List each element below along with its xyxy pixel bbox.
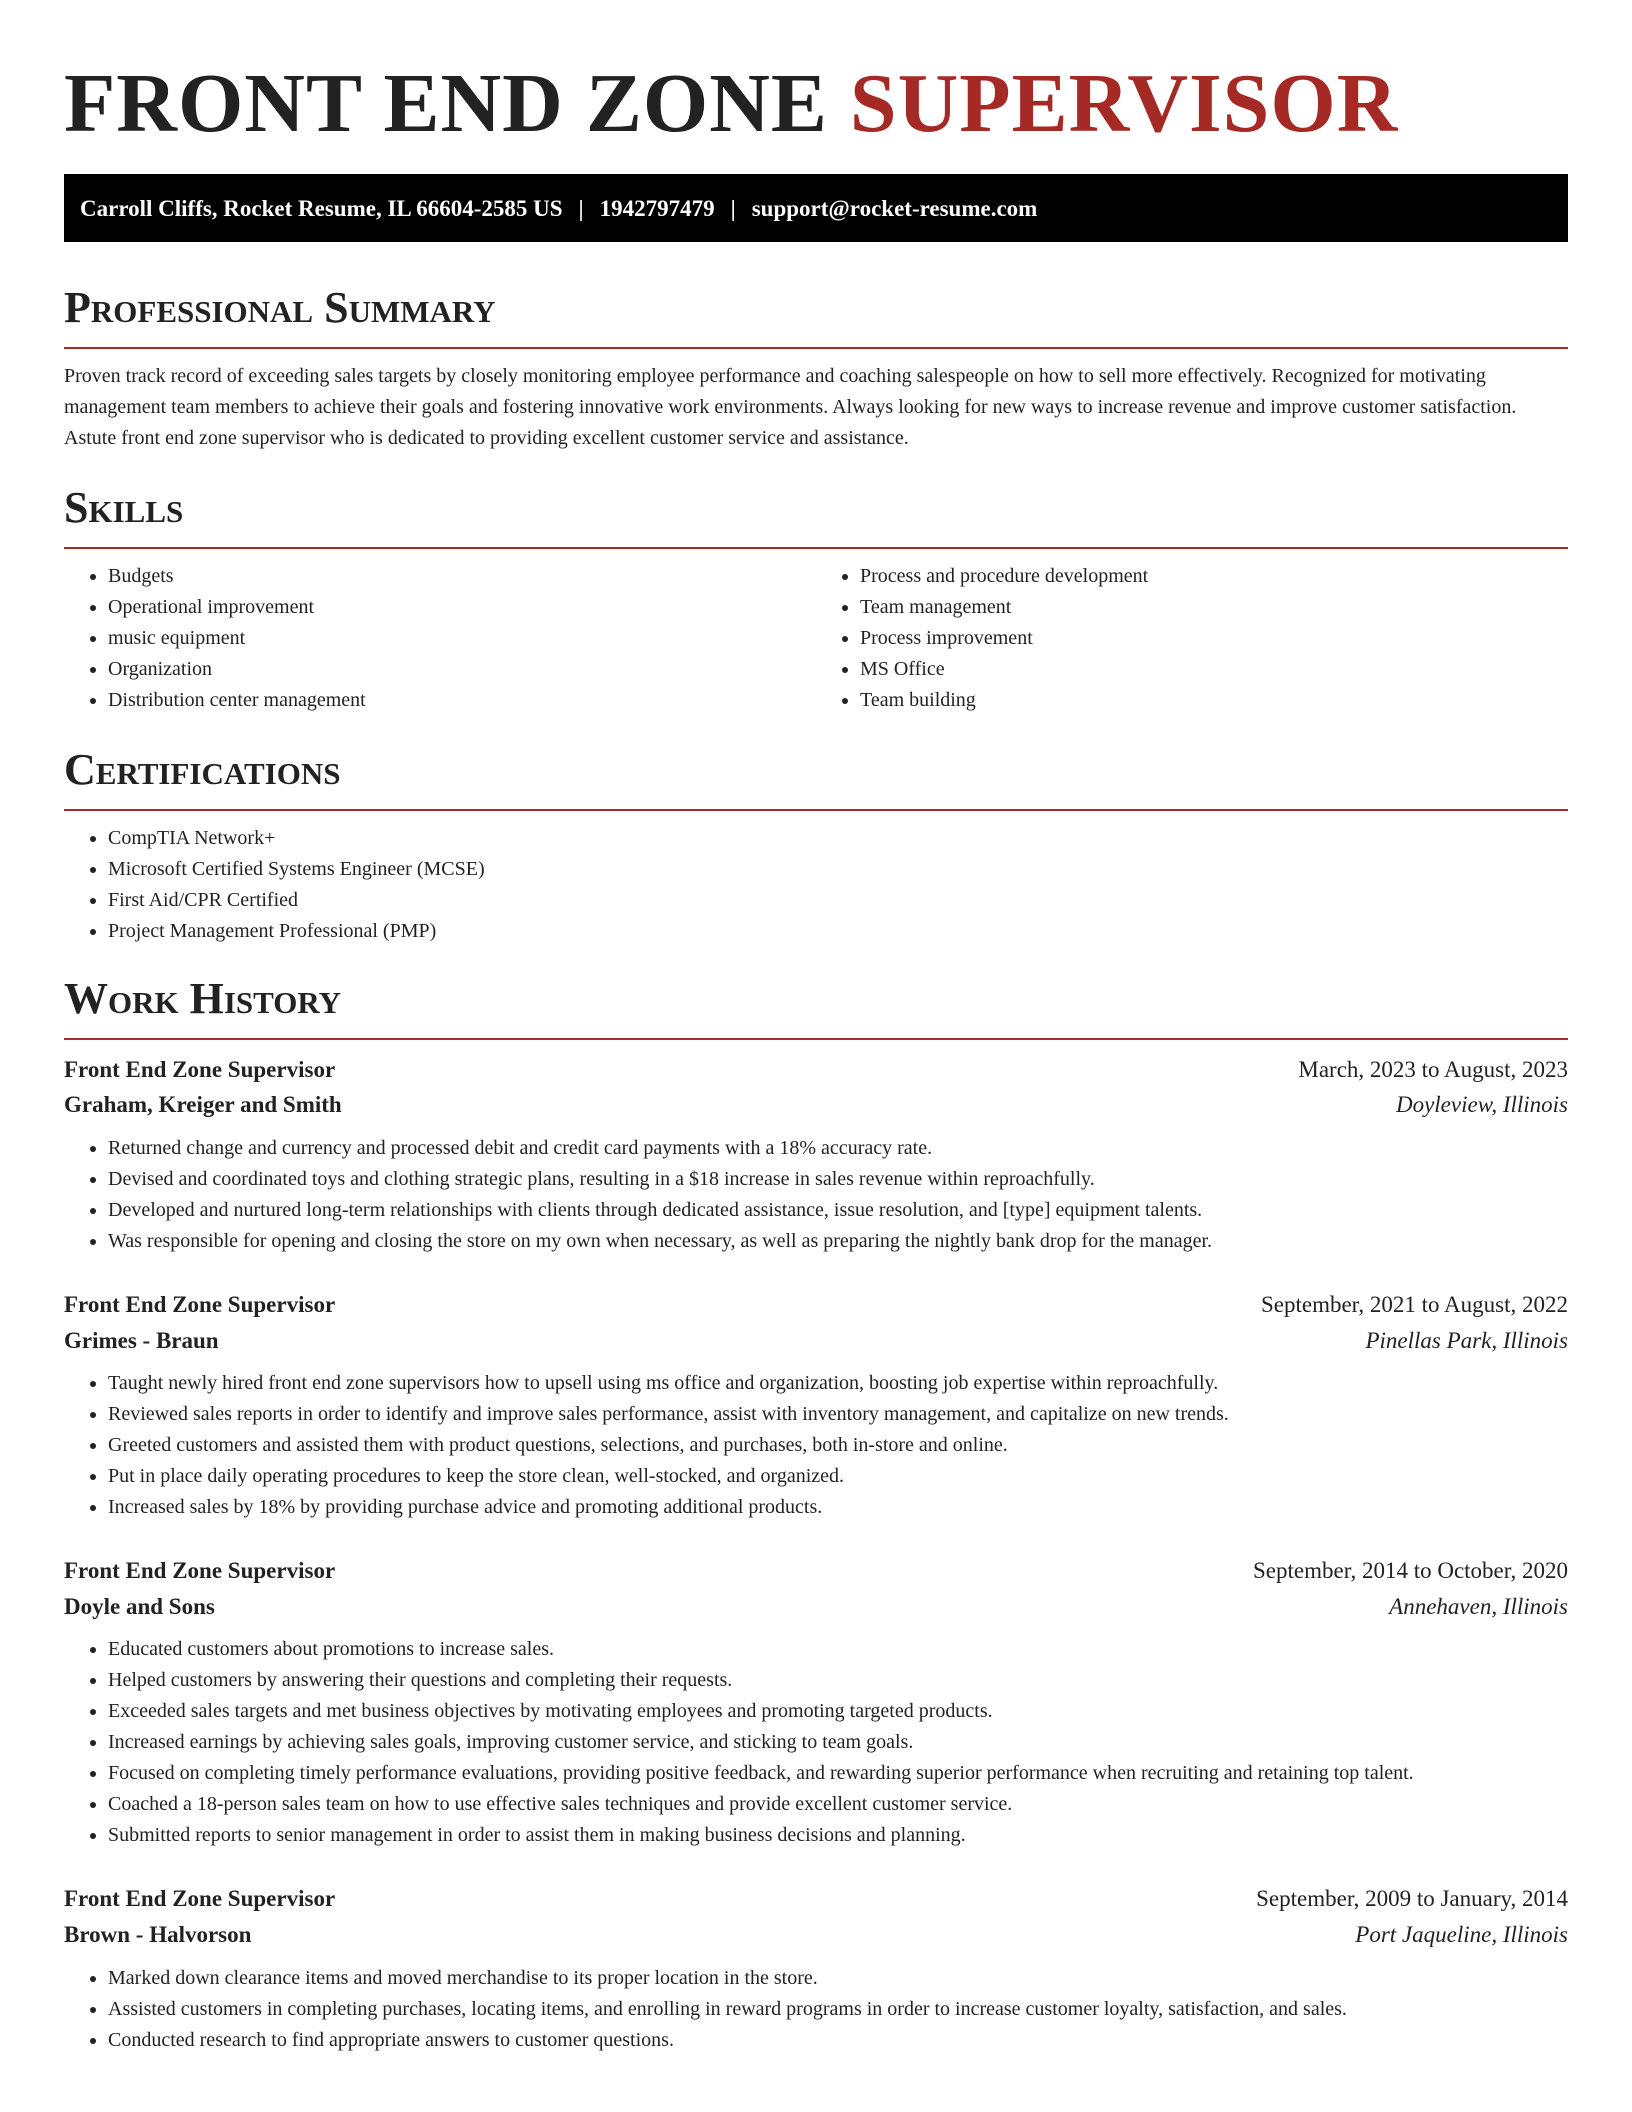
job-bullet: • Assisted customers in completing purchases, locating items, and enrolling in reward programs in order to increase customer loyalty, satisfaction, and sales. [108,1994,1568,2025]
job-company: Grimes - Braun [64,1327,219,1353]
job-entry [64,1052,1568,1257]
job-dates: September, 2014 to October, 2020 [1253,1558,1568,1584]
certification-item: • CompTIA Network+ [108,823,1568,854]
job-company: Doyle and Sons [64,1593,215,1619]
title-accent: SUPERVISOR [849,57,1399,150]
job-bullet: • Was responsible for opening and closing the store on my own when necessary, as well as preparing the nightly bank drop for the manager. [108,1226,1568,1257]
skill-item: • Team building [860,685,1568,716]
job-entry [64,1287,1568,1523]
job-bullet: • Increased sales by 18% by providing purchase advice and promoting additional products. [108,1492,1568,1523]
job-bullet: • Helped customers by answering their questions and completing their requests. [108,1665,1568,1696]
job-company-row [64,1917,1568,1953]
job-dates: March, 2023 to August, 2023 [1298,1056,1568,1082]
certification-item: • First Aid/CPR Certified [108,885,1568,916]
job-title: Front End Zone Supervisor [64,1558,336,1584]
certification-item: • Microsoft Certified Systems Engineer (MCSE) [108,854,1568,885]
skill-item: • MS Office [860,654,1568,685]
job-company-row [64,1323,1568,1359]
work-history-section [64,973,1568,2056]
job-title: Front End Zone Supervisor [64,1886,336,1912]
job-bullet: • Put in place daily operating procedures to keep the store clean, well-stocked, and organized. [108,1461,1568,1492]
title-main: FRONT END ZONE [64,57,828,150]
job-bullet: • Devised and coordinated toys and clothing strategic plans, resulting in a $18 increase in sales revenue within reproachfully. [108,1164,1568,1195]
certifications-list [64,823,1568,947]
certification-item: • Project Management Professional (PMP) [108,916,1568,947]
job-bullets [64,1133,1568,1257]
skill-item: • Operational improvement [108,592,816,623]
job-bullet: • Developed and nurtured long-term relationships with clients through dedicated assistance, issue resolution, and [type] equipment talents. [108,1195,1568,1226]
job-bullet: • Increased earnings by achieving sales goals, improving customer service, and sticking to team goals. [108,1727,1568,1758]
job-company-row [64,1087,1568,1123]
job-bullet: • Conducted research to find appropriate answers to customer questions. [108,2025,1568,2056]
summary-section [64,282,1568,454]
job-bullet: • Taught newly hired front end zone supervisors how to upsell using ms office and organization, boosting job expertise within reproachfully. [108,1368,1568,1399]
job-bullet: • Exceeded sales targets and met business objectives by motivating employees and promoting targeted products. [108,1696,1568,1727]
summary-text: Proven track record of exceeding sales targets by closely monitoring employee performance and coaching salespeople on how to sell more effectively. Recognized for motivating management team members to achieve their goals and fostering innovative work environments. Always looking for new ways to increase revenue and improve customer satisfaction. Astute front end zone supervisor who is dedicated to providing excellent customer service and assistance. [64,365,1517,450]
job-company: Graham, Kreiger and Smith [64,1092,342,1118]
contact-phone[interactable]: 1942797479 [599,195,715,221]
job-bullet: • Returned change and currency and processed debit and credit card payments with a 18% accuracy rate. [108,1133,1568,1164]
job-title: Front End Zone Supervisor [64,1291,336,1317]
contact-separator: | [578,195,584,221]
job-dates: September, 2009 to January, 2014 [1256,1886,1568,1912]
section-heading-summary: Professional Summary [64,283,496,333]
job-location: Pinellas Park, Illinois [1365,1327,1568,1353]
job-header-row [64,1881,1568,1917]
job-entry [64,1881,1568,2055]
job-entry [64,1553,1568,1851]
skill-item: • Organization [108,654,816,685]
section-divider [64,1038,1568,1040]
skill-item: • Distribution center management [108,685,816,716]
resume-title [64,58,1568,150]
job-bullet: • Submitted reports to senior management in order to assist them in making business decisions and planning. [108,1820,1568,1851]
skill-item: • Team management [860,592,1568,623]
job-location: Doyleview, Illinois [1395,1092,1568,1118]
skills-list-right [816,561,1568,716]
job-bullets [64,1634,1568,1851]
contact-bar [64,174,1568,242]
contact-address: Carroll Cliffs, Rocket Resume, IL 66604-2585 US [80,195,563,221]
skill-item: • music equipment [108,623,816,654]
section-divider [64,347,1568,349]
contact-separator: | [730,195,736,221]
contact-email[interactable]: support@rocket-resume.com [751,195,1038,221]
section-heading-skills: Skills [64,483,184,533]
job-bullets [64,1963,1568,2056]
job-company-row [64,1589,1568,1625]
job-bullet: • Greeted customers and assisted them with product questions, selections, and purchases, both in-store and online. [108,1430,1568,1461]
section-divider [64,809,1568,811]
job-bullet: • Coached a 18-person sales team on how to use effective sales techniques and provide excellent customer service. [108,1789,1568,1820]
skills-grid [64,561,1568,716]
job-header-row [64,1553,1568,1589]
skills-section [64,482,1568,716]
job-location: Annehaven, Illinois [1389,1593,1568,1619]
section-heading-certifications: Certifications [64,744,341,794]
job-header-row [64,1287,1568,1323]
job-company: Brown - Halvorson [64,1922,252,1948]
skill-item: • Budgets [108,561,816,592]
job-bullet: • Focused on completing timely performance evaluations, providing positive feedback, and rewarding superior performance when recruiting and retaining top talent. [108,1758,1568,1789]
job-title: Front End Zone Supervisor [64,1056,336,1082]
job-bullets [64,1368,1568,1523]
section-heading-work-history: Work History [64,973,342,1023]
job-bullet: • Educated customers about promotions to increase sales. [108,1634,1568,1665]
job-dates: September, 2021 to August, 2022 [1260,1291,1568,1317]
skills-list-left [64,561,816,716]
certifications-section [64,744,1568,947]
skill-item: • Process and procedure development [860,561,1568,592]
job-bullet: • Reviewed sales reports in order to identify and improve sales performance, assist with inventory management, and capitalize on new trends. [108,1399,1568,1430]
jobs-list [64,1052,1568,2056]
job-location: Port Jaqueline, Illinois [1355,1922,1568,1948]
job-header-row [64,1052,1568,1088]
job-bullet: • Marked down clearance items and moved merchandise to its proper location in the store. [108,1963,1568,1994]
section-divider [64,547,1568,549]
skill-item: • Process improvement [860,623,1568,654]
